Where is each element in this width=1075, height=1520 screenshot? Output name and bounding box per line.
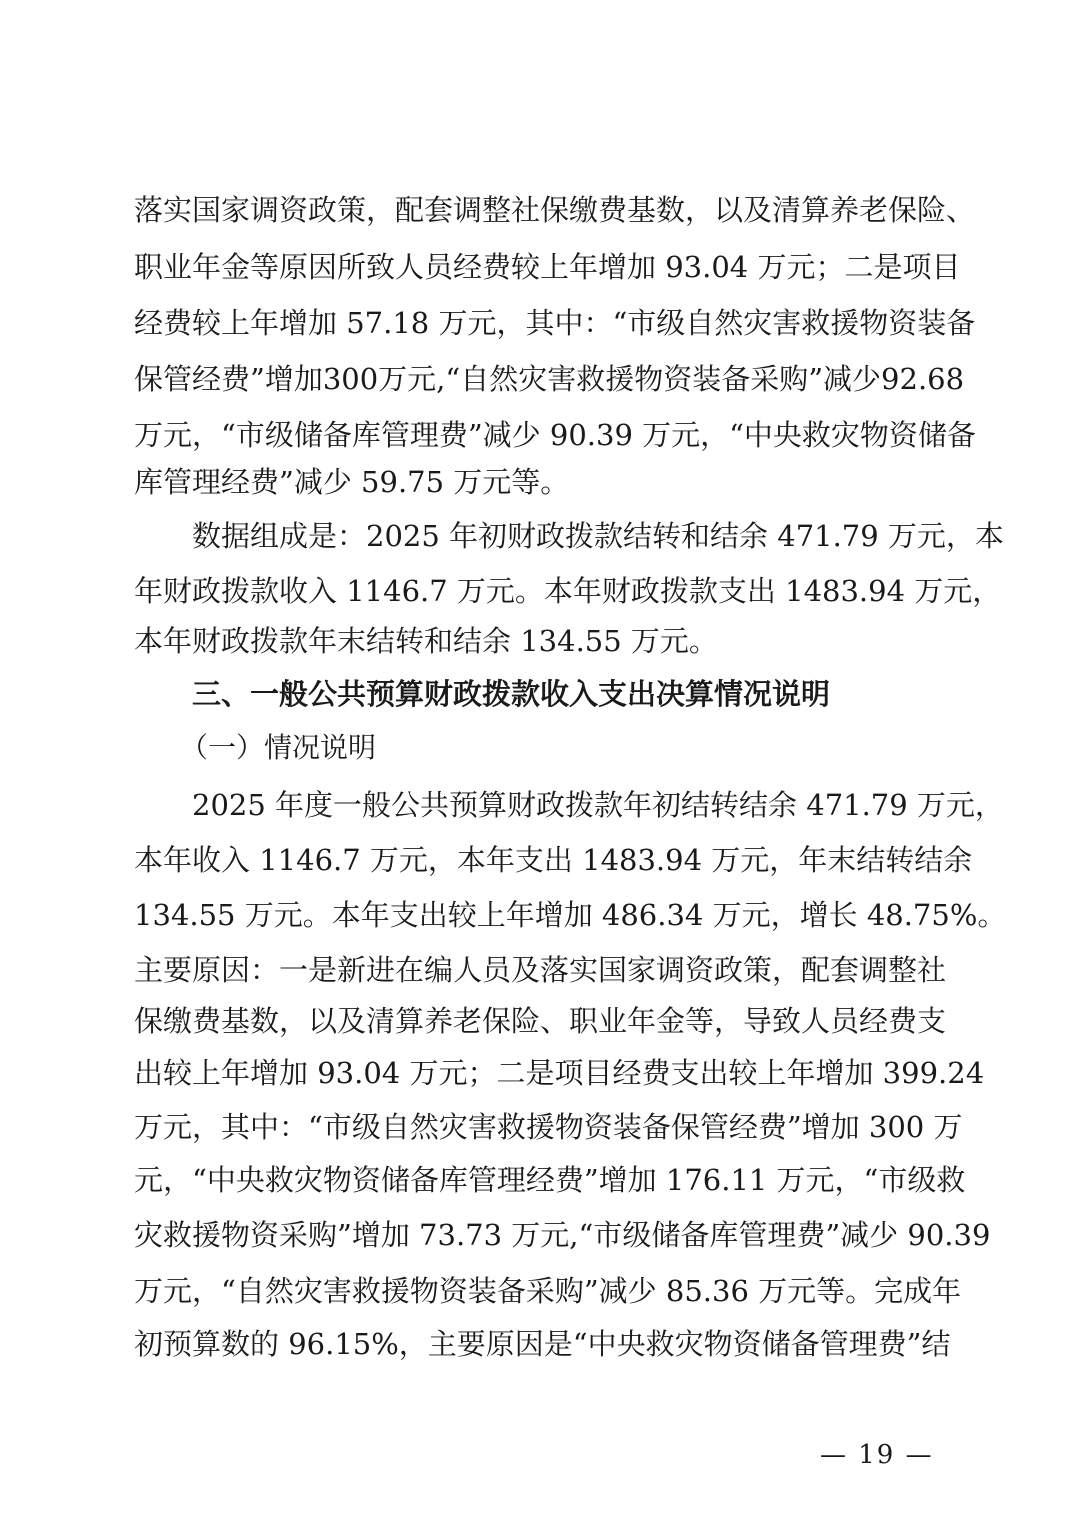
paragraph-line: 134.55 万元。本年支出较上年增加 486.34 万元，增长 48.75%。 <box>134 898 1007 932</box>
paragraph-line: 出较上年增加 93.04 万元；二是项目经费支出较上年增加 399.24 <box>134 1056 985 1090</box>
paragraph-line: 库管理经费”减少 59.75 万元等。 <box>134 465 570 499</box>
paragraph-line: 万元，“市级储备库管理费”减少 90.39 万元，“中央救灾物资储备 <box>134 418 976 452</box>
paragraph-line: 保缴费基数，以及清算养老保险、职业年金等，导致人员经费支 <box>134 1004 947 1038</box>
section-heading: 三、一般公共预算财政拨款收入支出决算情况说明 <box>192 677 831 711</box>
paragraph-line: 落实国家调资政策，配套调整社保缴费基数，以及清算养老保险、 <box>134 193 976 227</box>
paragraph-line: 万元，“自然灾害救援物资装备采购”减少 85.36 万元等。完成年 <box>134 1274 962 1308</box>
paragraph-line: 灾救援物资采购”增加 73.73 万元,“市级储备库管理费”减少 90.39 <box>134 1218 991 1252</box>
page-number: — 19 — <box>820 1440 934 1470</box>
paragraph-line: 保管经费”增加300万元,“自然灾害救援物资装备采购”减少92.68 <box>134 362 965 396</box>
paragraph-line: 数据组成是：2025 年初财政拨款结转和结余 471.79 万元，本 <box>192 519 1004 553</box>
paragraph-line: 元，“中央救灾物资储备库管理经费”增加 176.11 万元，“市级救 <box>134 1163 966 1197</box>
paragraph-line: 经费较上年增加 57.18 万元，其中：“市级自然灾害救援物资装备 <box>134 306 976 340</box>
paragraph-line: 本年收入 1146.7 万元，本年支出 1483.94 万元，年末结转结余 <box>134 843 973 877</box>
paragraph-line: 主要原因：一是新进在编人员及落实国家调资政策，配套调整社 <box>134 953 947 987</box>
paragraph-line: 年财政拨款收入 1146.7 万元。本年财政拨款支出 1483.94 万元， <box>134 574 1002 608</box>
subsection-heading: （一）情况说明 <box>180 731 377 764</box>
paragraph-line: 万元，其中：“市级自然灾害救援物资装备保管经费”增加 300 万 <box>134 1110 963 1144</box>
paragraph-line: 初预算数的 96.15%，主要原因是“中央救灾物资储备管理费”结 <box>134 1327 951 1361</box>
paragraph-line: 本年财政拨款年末结转和结余 134.55 万元。 <box>134 624 718 658</box>
paragraph-line: 职业年金等原因所致人员经费较上年增加 93.04 万元；二是项目 <box>134 250 961 284</box>
paragraph-line: 2025 年度一般公共预算财政拨款年初结转结余 471.79 万元， <box>192 788 1004 822</box>
